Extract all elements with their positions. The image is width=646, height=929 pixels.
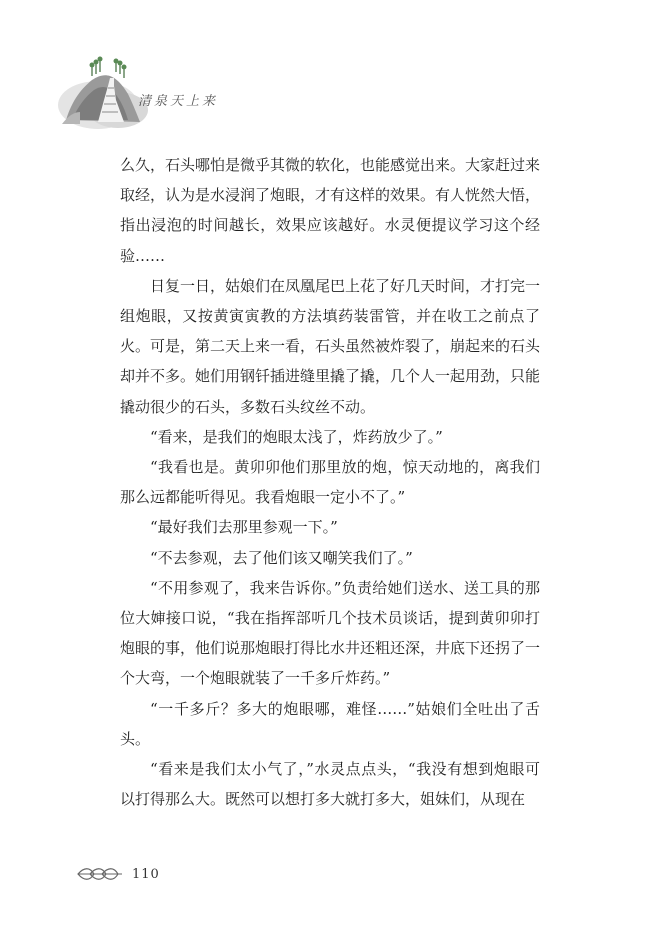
- paragraph: “看来是我们太小气了，”水灵点点头，“我没有想到炮眼可以打得那么大。既然可以想打多大就打多大，姐妹们，从现在: [120, 760, 540, 809]
- paragraph: “一千多斤？多大的炮眼哪，难怪……”姑娘们全吐出了舌头。: [120, 699, 540, 748]
- paragraph: “我看也是。黄卯卯他们那里放的炮，惊天动地的，离我们那么远都能听得见。我看炮眼一定小不了。”: [120, 458, 540, 507]
- paragraph: “不去参观，去了他们该又嘲笑我们了。”: [150, 548, 413, 567]
- paragraph: 么久，石头哪怕是微乎其微的软化，也能感觉出来。大家赶过来取经，认为是水浸润了炮眼，才有这样的效果。有人恍然大悟，指出浸泡的时间越长，效果应该越好。水灵便提议学习这个经验……: [120, 156, 541, 265]
- header-decoration: [58, 50, 308, 130]
- page-number: 110: [132, 866, 160, 882]
- leaf-ornament-icon: [76, 865, 124, 883]
- page-footer: [76, 864, 160, 884]
- paragraph: “不用参观了，我来告诉你。”负责给她们送水、送工具的那位大婶接口说，“我在指挥部听几个技术员谈话，提到黄卯卯打炮眼的事，他们说那炮眼打得比水井还粗还深，井底下还拐了一个大弯，一个炮眼就装了一千多斤炸药。”: [120, 578, 541, 688]
- paragraph: 日复一日，姑娘们在凤凰尾巴上花了好几天时间，才打完一组炮眼，又按黄寅寅教的方法填药装雷管，并在收工之前点了火。可是，第二天上来一看，石头虽然被炸裂了，崩起来的石头却并不多。她们用钢钎插进缝里撬了撬，几个人一起用劲，只能撬动很少的石头，多数石头纹丝不动。: [120, 276, 541, 416]
- book-title: 清泉天上来: [138, 94, 219, 109]
- page-body: [120, 150, 540, 814]
- paragraph: “最好我们去那里参观一下。”: [150, 518, 338, 537]
- paragraph: “看来，是我们的炮眼太浅了，炸药放少了。”: [150, 427, 443, 446]
